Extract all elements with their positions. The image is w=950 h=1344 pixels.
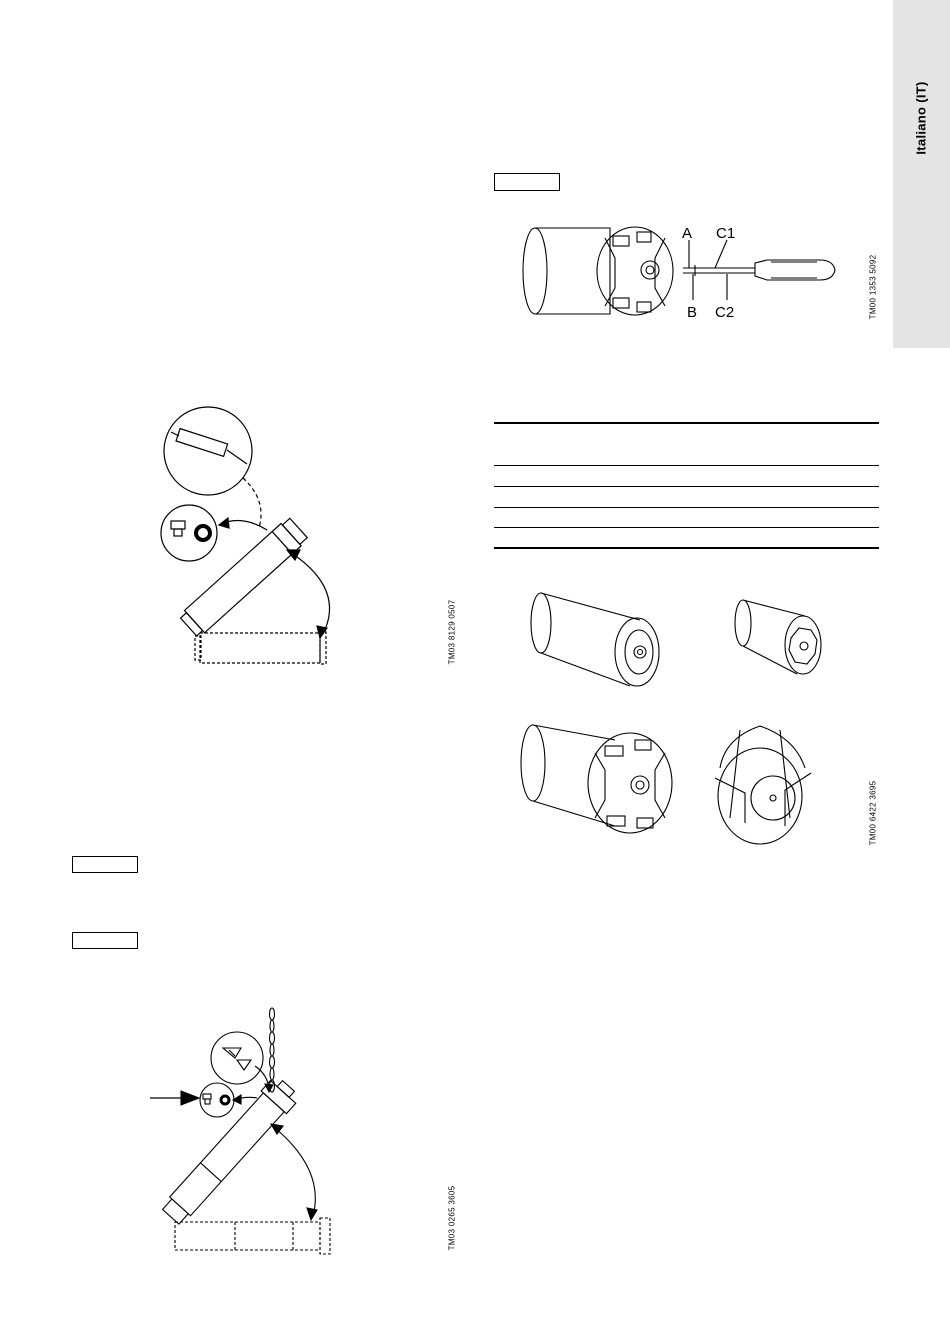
motor-lifting-illustration [145, 1000, 360, 1260]
warning-box-1 [72, 856, 138, 873]
label-c2: C2 [715, 304, 735, 321]
figure-code-screwdriver: TM00 1353 5092 [868, 254, 878, 320]
table-rule [494, 486, 879, 487]
language-tab-label: Italiano (IT) [913, 81, 929, 155]
table-rule [494, 465, 879, 466]
motor-ends-illustration [515, 578, 855, 858]
table-rule [494, 507, 879, 508]
warning-box-2 [72, 932, 138, 949]
figure-code-fill-motor-alt: TM03 0265 3605 [447, 1185, 457, 1251]
label-b: B [687, 304, 698, 321]
table-rule [494, 527, 879, 528]
figure-code-motor-ends: TM00 6422 3695 [868, 780, 878, 846]
label-a: A [682, 225, 693, 242]
table-rule-top [494, 422, 879, 424]
screwdriver-illustration [515, 218, 845, 330]
figure-code-fill-motor: TM03 8129 0507 [447, 599, 457, 665]
table-rule-bottom [494, 547, 879, 549]
language-tab [893, 0, 950, 348]
warning-box-top [494, 173, 560, 191]
label-c1: C1 [716, 225, 736, 242]
motor-filling-illustration [155, 400, 335, 680]
